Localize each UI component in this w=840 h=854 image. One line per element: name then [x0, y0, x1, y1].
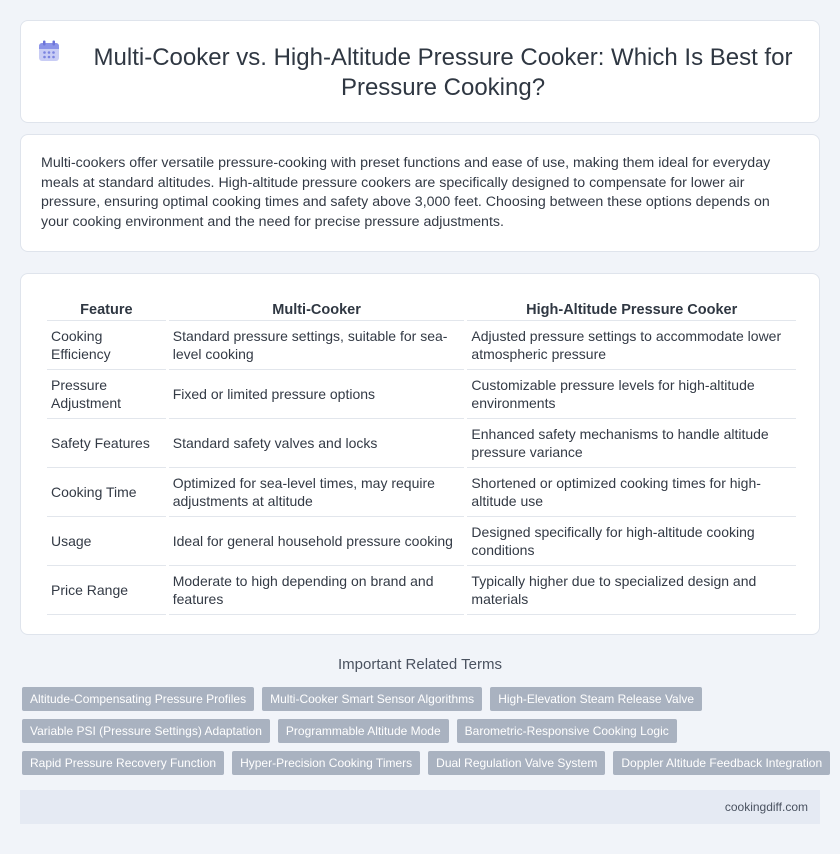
- table-row: [47, 566, 796, 615]
- tag-row: [22, 687, 822, 711]
- related-term-tag[interactable]: Doppler Altitude Feedback Integration: [613, 751, 830, 775]
- related-terms-tags: [22, 687, 822, 783]
- related-terms-heading: Important Related Terms: [338, 656, 502, 673]
- related-term-tag[interactable]: Hyper-Precision Cooking Timers: [232, 751, 420, 775]
- feature-cell: Safety Features: [47, 419, 166, 468]
- feature-cell: Price Range: [47, 566, 166, 615]
- related-term-tag[interactable]: Barometric-Responsive Cooking Logic: [457, 719, 677, 743]
- related-term-tag[interactable]: High-Elevation Steam Release Valve: [490, 687, 702, 711]
- table-row: [47, 419, 796, 468]
- tag-row: [22, 751, 822, 775]
- calendar-icon: [37, 39, 61, 63]
- related-term-tag[interactable]: Multi-Cooker Smart Sensor Algorithms: [262, 687, 482, 711]
- page-title: Multi-Cooker vs. High-Altitude Pressure Cooker: Which Is Best for Pressure Cooking?: [93, 44, 793, 101]
- feature-cell: Usage: [47, 517, 166, 566]
- table-row: [47, 468, 796, 517]
- multi-cooker-cell: Moderate to high depending on brand and features: [169, 566, 465, 615]
- feature-cell: Pressure Adjustment: [47, 370, 166, 419]
- header-high-altitude: High-Altitude Pressure Cooker: [467, 296, 796, 321]
- related-term-tag[interactable]: Dual Regulation Valve System: [428, 751, 605, 775]
- related-term-tag[interactable]: Variable PSI (Pressure Settings) Adaptation: [22, 719, 270, 743]
- table-row: [47, 370, 796, 419]
- header-feature: Feature: [47, 296, 166, 321]
- high-altitude-cell: Typically higher due to specialized design and materials: [467, 566, 796, 615]
- intro-card: [20, 134, 820, 252]
- high-altitude-cell: Enhanced safety mechanisms to handle altitude pressure variance: [467, 419, 796, 468]
- multi-cooker-cell: Standard pressure settings, suitable for sea-level cooking: [169, 321, 465, 370]
- intro-paragraph: Multi-cookers offer versatile pressure-cooking with preset functions and ease of use, making them ideal for everyday meals at standard altitudes. High-altitude pressure cookers are specifically designed to compensate for lower air pressure, ensuring optimal cooking times and safety above 3,000 feet. Choosing between these options depends on your cooking environment and the need for precise pressure adjustments.: [41, 155, 771, 230]
- related-term-tag[interactable]: Rapid Pressure Recovery Function: [22, 751, 224, 775]
- tag-row: [22, 719, 822, 743]
- feature-cell: Cooking Time: [47, 468, 166, 517]
- high-altitude-cell: Customizable pressure levels for high-altitude environments: [467, 370, 796, 419]
- feature-cell: Cooking Efficiency: [47, 321, 166, 370]
- high-altitude-cell: Shortened or optimized cooking times for high-altitude use: [467, 468, 796, 517]
- comparison-table: [44, 296, 799, 615]
- comparison-card: [20, 273, 820, 635]
- footer-site-link[interactable]: cookingdiff.com: [724, 800, 808, 814]
- title-card: [20, 20, 820, 123]
- multi-cooker-cell: Fixed or limited pressure options: [169, 370, 465, 419]
- multi-cooker-cell: Standard safety valves and locks: [169, 419, 465, 468]
- table-header-row: [47, 296, 796, 321]
- high-altitude-cell: Adjusted pressure settings to accommodate lower atmospheric pressure: [467, 321, 796, 370]
- header-multi-cooker: Multi-Cooker: [169, 296, 465, 321]
- table-row: [47, 517, 796, 566]
- footer: [20, 790, 820, 824]
- related-term-tag[interactable]: Altitude-Compensating Pressure Profiles: [22, 687, 254, 711]
- table-row: [47, 321, 796, 370]
- related-term-tag[interactable]: Programmable Altitude Mode: [278, 719, 449, 743]
- high-altitude-cell: Designed specifically for high-altitude cooking conditions: [467, 517, 796, 566]
- multi-cooker-cell: Ideal for general household pressure cooking: [169, 517, 465, 566]
- multi-cooker-cell: Optimized for sea-level times, may require adjustments at altitude: [169, 468, 465, 517]
